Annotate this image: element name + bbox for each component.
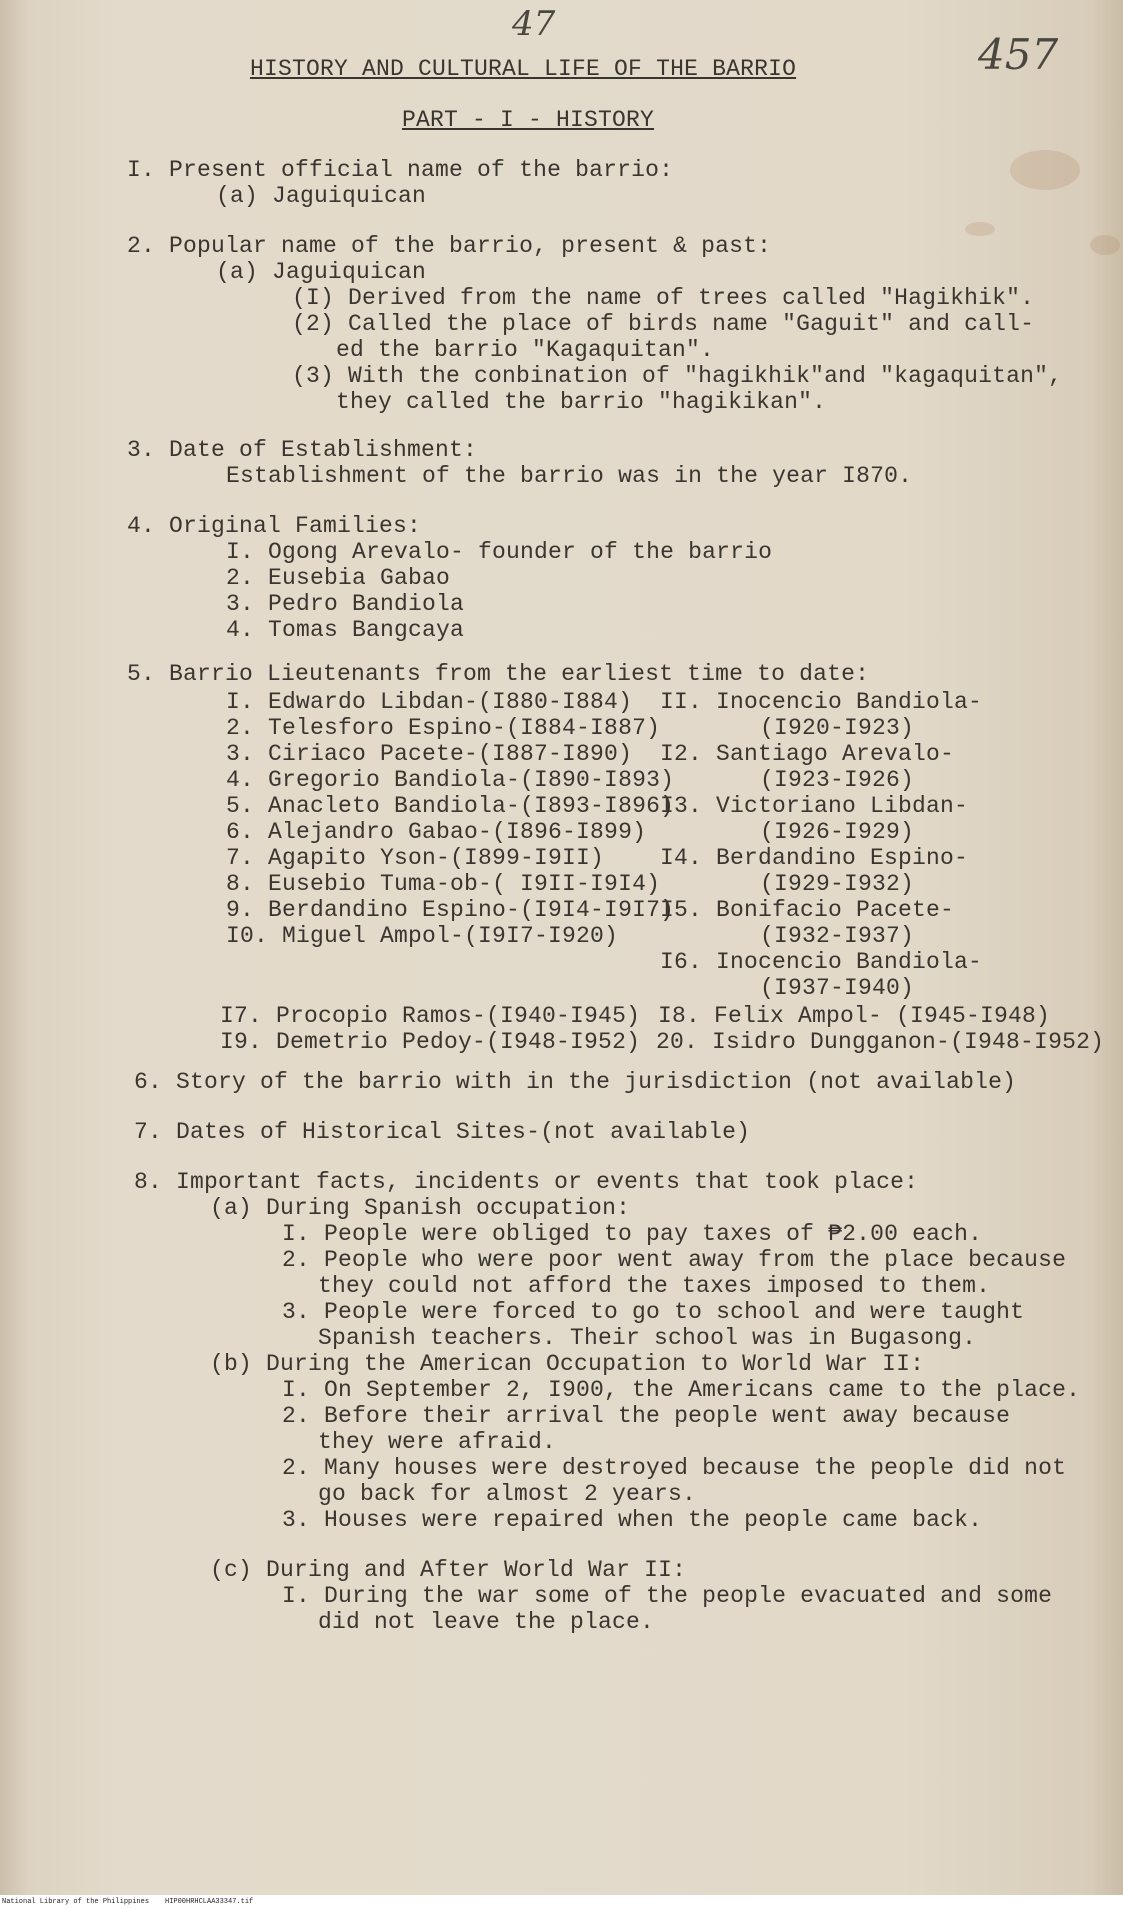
section-5-heading: 5. Barrio Lieutenants from the earliest time to date: [127,661,870,687]
part-heading: PART - I - HISTORY [402,107,655,133]
lieutenant-years: (I937-I940) [760,975,915,1001]
section-8-heading: 8. Important facts, incidents or events that took place: [134,1169,919,1195]
section-1-item-a: (a) Jaguiquican [216,183,427,209]
section-2-line: (3) With the conbination of "hagikhik"and "kagaquitan", [292,363,1063,389]
lieutenant-item: 20. Isidro Dungganon-(I948-I952) [656,1029,1105,1055]
section-8-sub-c: (c) During and After World War II: [210,1557,687,1583]
family-item: 2. Eusebia Gabao [226,565,451,591]
stain [1090,235,1120,255]
lieutenant-item: 9. Berdandino Espino-(I9I4-I9I7) [226,897,675,923]
lieutenant-item: 8. Eusebio Tuma-ob-( I9II-I9I4) [226,871,661,897]
section-8-line: they could not afford the taxes imposed to them. [318,1273,991,1299]
section-2-heading: 2. Popular name of the barrio, present & past: [127,233,772,259]
family-item: 4. Tomas Bangcaya [226,617,465,643]
section-8-sub-a: (a) During Spanish occupation: [210,1195,631,1221]
lieutenant-item: 6. Alejandro Gabao-(I896-I899) [226,819,647,845]
section-8-line: they were afraid. [318,1429,557,1455]
lieutenant-item: 5. Anacleto Bandiola-(I893-I896) [226,793,675,819]
stain [965,222,995,236]
family-item: 3. Pedro Bandiola [226,591,465,617]
section-8-line: 3. Houses were repaired when the people came back. [282,1507,983,1533]
stain [1010,150,1080,190]
lieutenant-item: I9. Demetrio Pedoy-(I948-I952) [220,1029,641,1055]
lieutenant-years: (I920-I923) [760,715,915,741]
section-8-line: 3. People were forced to go to school and were taught [282,1299,1025,1325]
lieutenant-item: I. Edwardo Libdan-(I880-I884) [226,689,633,715]
family-item: I. Ogong Arevalo- founder of the barrio [226,539,773,565]
lieutenant-item: I4. Berdandino Espino- [660,845,969,871]
section-1-heading: I. Present official name of the barrio: [127,157,674,183]
lieutenant-item: 4. Gregorio Bandiola-(I890-I893) [226,767,675,793]
section-8-line: go back for almost 2 years. [318,1481,697,1507]
lieutenant-item: II. Inocencio Bandiola- [660,689,983,715]
section-8-line: 2. Many houses were destroyed because the people did not [282,1455,1067,1481]
lieutenant-item: I6. Inocencio Bandiola- [660,949,983,975]
lieutenant-item: I7. Procopio Ramos-(I940-I945) [220,1003,641,1029]
section-8-line: 2. People who were poor went away from the place because [282,1247,1067,1273]
lieutenant-years: (I926-I929) [760,819,915,845]
handwritten-page-number: 47 [512,4,556,44]
section-8-line: did not leave the place. [318,1609,655,1635]
lieutenant-item: I8. Felix Ampol- (I945-I948) [658,1003,1051,1029]
section-8-line: Spanish teachers. Their school was in Bugasong. [318,1325,977,1351]
scan-footer [0,1895,1123,1909]
section-2-line: (2) Called the place of birds name "Gaguit" and call- [292,311,1035,337]
footer-filename: HIP00HRHCLAA33347.tif [165,1898,254,1906]
footer-library: National Library of the Philippines [2,1898,150,1906]
handwritten-archive-number: 457 [978,30,1059,79]
lieutenant-years: (I929-I932) [760,871,915,897]
lieutenant-item: 7. Agapito Yson-(I899-I9II) [226,845,605,871]
section-4-heading: 4. Original Families: [127,513,422,539]
section-8-line: I. On September 2, I900, the Americans came to the place. [282,1377,1081,1403]
section-8-line: 2. Before their arrival the people went away because [282,1403,1011,1429]
lieutenant-years: (I932-I937) [760,923,915,949]
section-8-line: I. During the war some of the people evacuated and some [282,1583,1053,1609]
lieutenant-item: 3. Ciriaco Pacete-(I887-I890) [226,741,633,767]
lieutenant-item: I3. Victoriano Libdan- [660,793,969,819]
section-2-line: ed the barrio "Kagaquitan". [336,337,715,363]
section-2-line: (I) Derived from the name of trees called "Hagikhik". [292,285,1035,311]
lieutenant-item: I5. Bonifacio Pacete- [660,897,955,923]
section-3-heading: 3. Date of Establishment: [127,437,478,463]
lieutenant-item: 2. Telesforo Espino-(I884-I887) [226,715,661,741]
section-2-line: they called the barrio "hagikikan". [336,389,827,415]
section-7: 7. Dates of Historical Sites-(not available) [134,1119,751,1145]
section-3-text: Establishment of the barrio was in the year I870. [226,463,913,489]
section-6: 6. Story of the barrio with in the jurisdiction (not available) [134,1069,1017,1095]
lieutenant-item: I0. Miguel Ampol-(I9I7-I920) [226,923,619,949]
section-2-item-a: (a) Jaguiquican [216,259,427,285]
lieutenant-item: I2. Santiago Arevalo- [660,741,955,767]
section-8-sub-b: (b) During the American Occupation to World War II: [210,1351,925,1377]
document-title: HISTORY AND CULTURAL LIFE OF THE BARRIO [250,56,797,82]
section-8-line: I. People were obliged to pay taxes of ₱2.00 each. [282,1221,983,1247]
lieutenant-years: (I923-I926) [760,767,915,793]
